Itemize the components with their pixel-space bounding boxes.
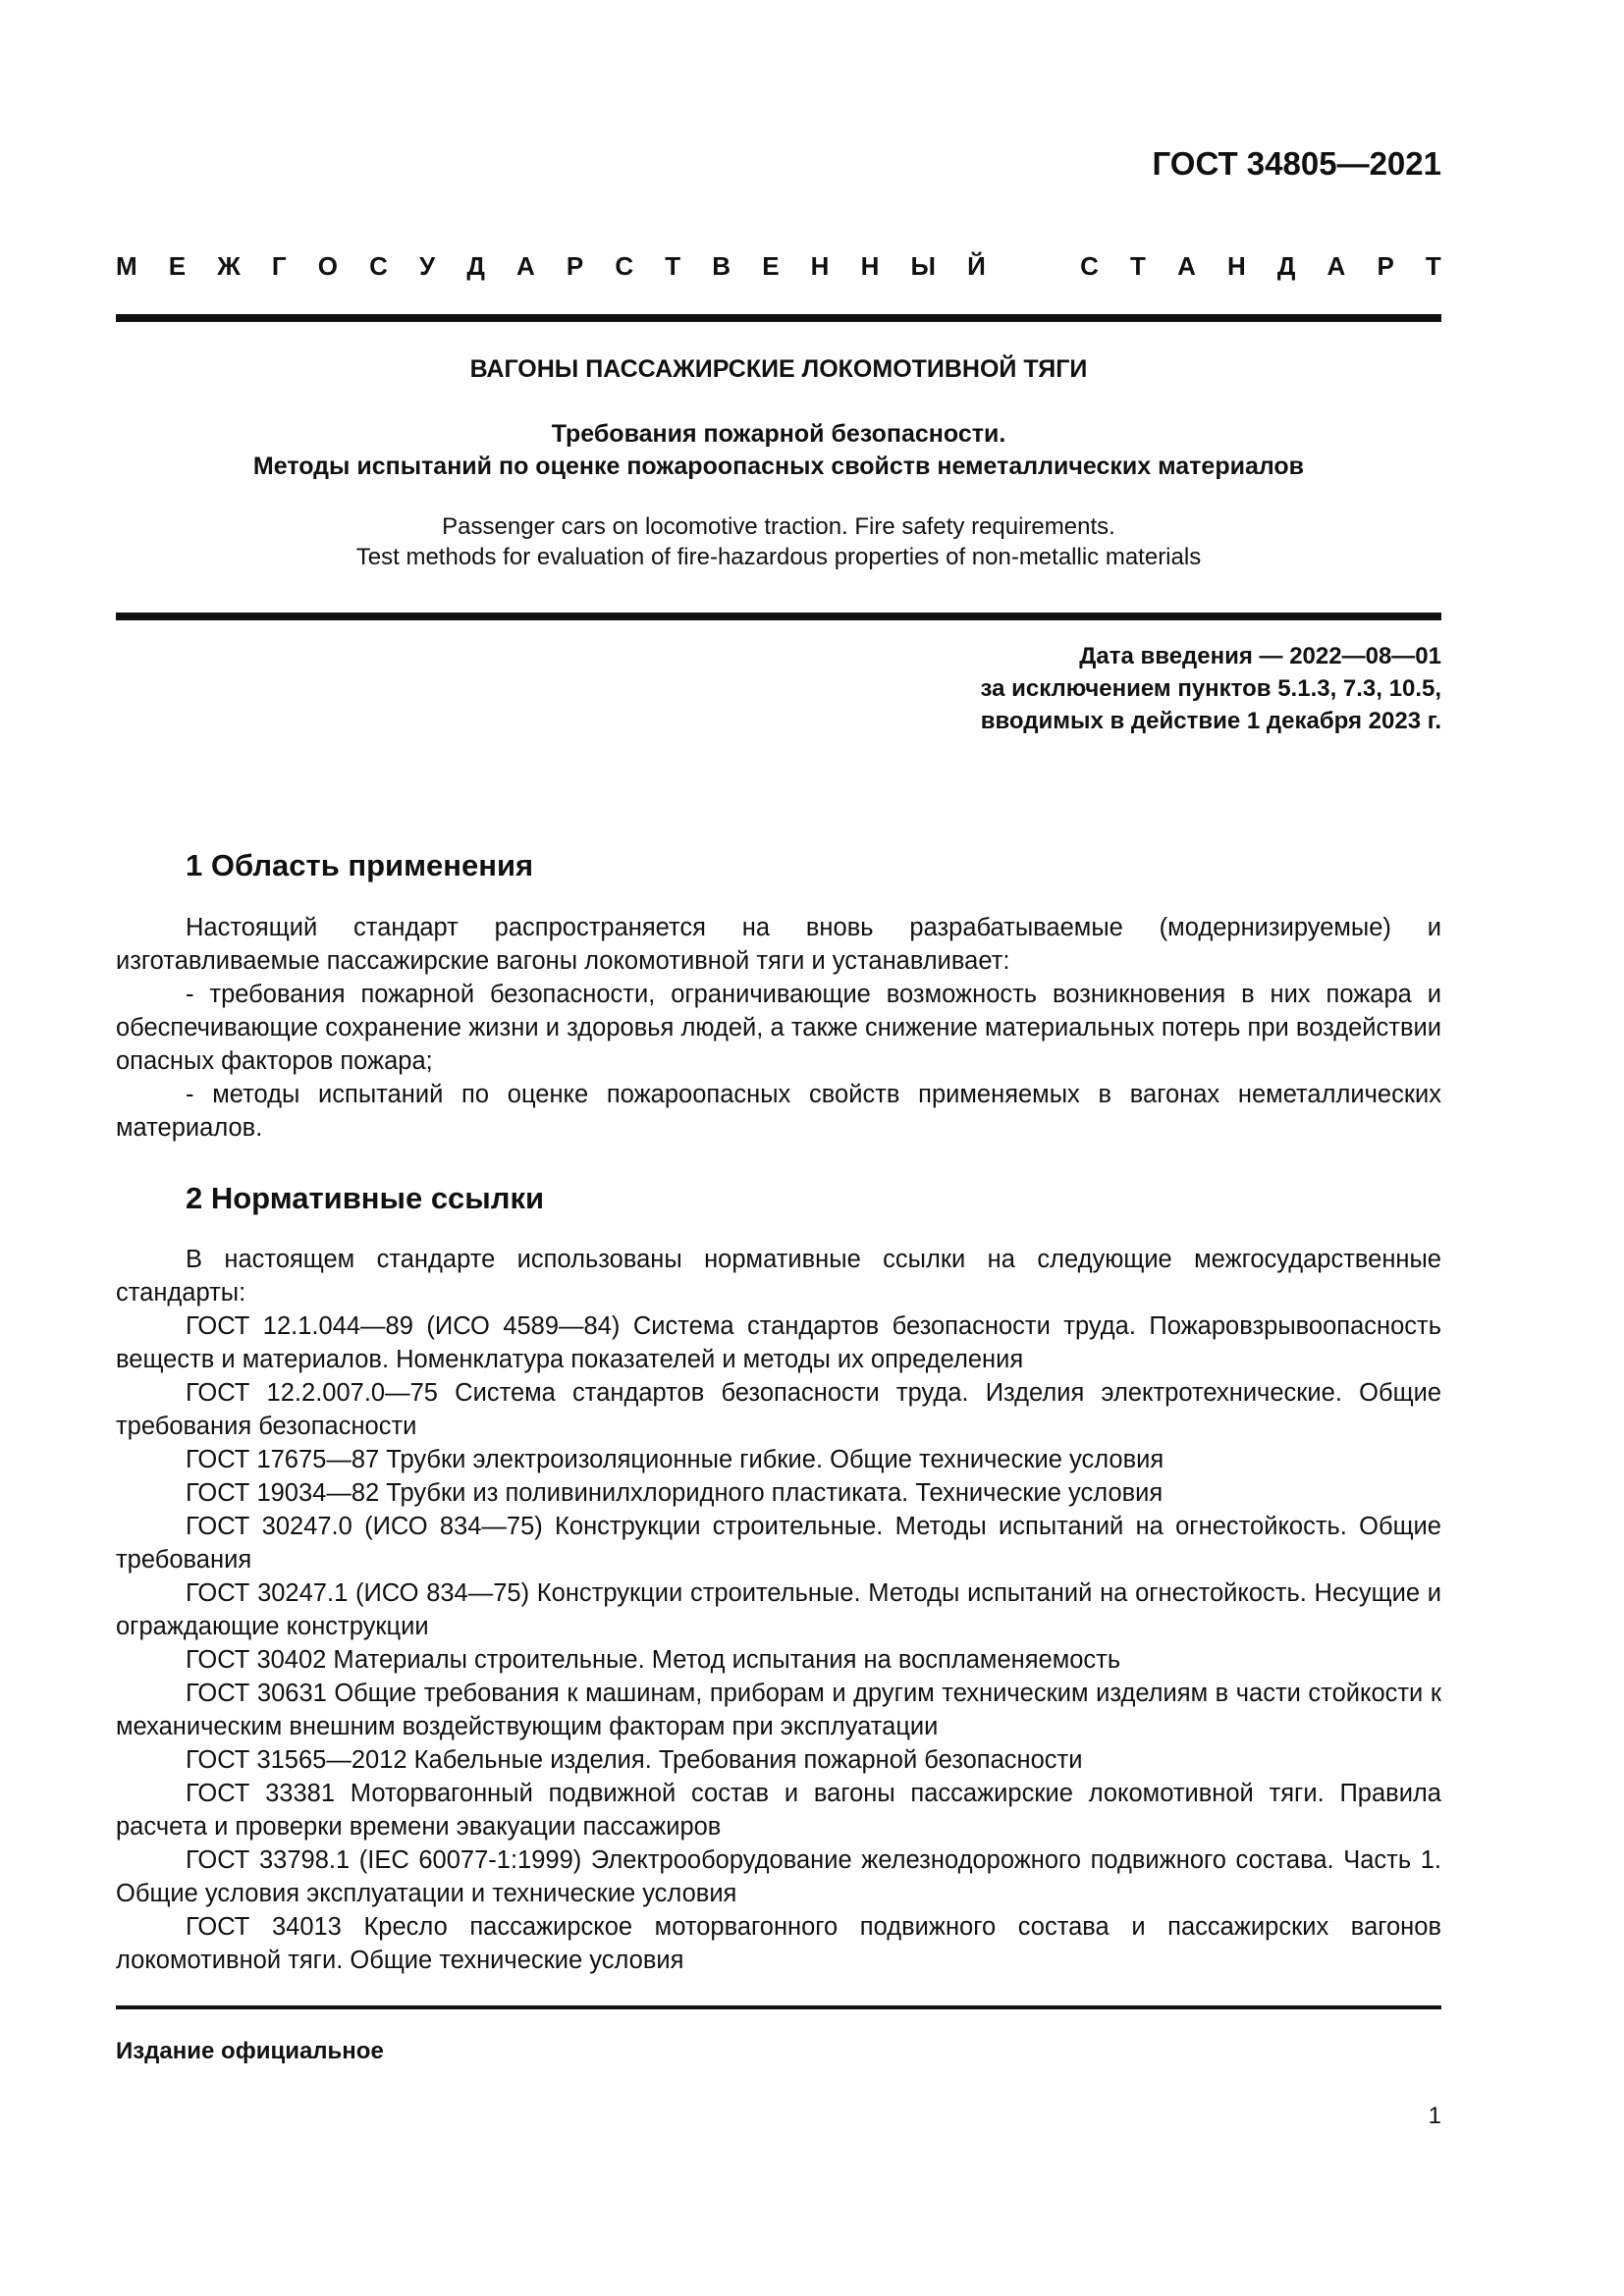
reference-item: ГОСТ 12.1.044—89 (ИСО 4589—84) Система стандартов безопасности труда. Пожаровзрывоопасность веществ и материалов. Номенклатура показателей и методы их определения [116,1312,1441,1373]
banner-letter: С [369,251,388,281]
header-divider [116,314,1441,322]
english-title-line-1: Passenger cars on locomotive traction. Fire safety requirements. [442,513,1115,540]
section-2-body [116,1243,1441,1977]
banner-letter: Т [1425,251,1441,281]
banner-letter: С [1080,251,1099,281]
paragraph: Настоящий стандарт распространяется на вновь разрабатываемые (модернизируемые) и изготавливаемые пассажирские вагоны локомотивной тяги и устанавливает: [116,914,1441,975]
banner-letter: В [712,251,731,281]
footer-divider [116,2005,1441,2009]
paragraph: В настоящем стандарте использованы нормативные ссылки на следующие межгосударственные стандарты: [116,1246,1441,1307]
banner-letter: Е [168,251,187,281]
section-1-heading: 1 Область применения [186,848,534,882]
reference-item: ГОСТ 33798.1 (IEC 60077-1:1999) Электрооборудование железнодорожного подвижного состава. Часть 1. Общие условия эксплуатации и технические условия [116,1846,1441,1907]
banner-letter: Е [762,251,780,281]
banner-letter: Р [1377,251,1394,281]
document-subtitle-line-1: Требования пожарной безопасности. [551,420,1006,448]
banner-letter: Н [810,251,830,281]
banner-letter: Ы [910,251,936,281]
banner-letter: У [419,251,436,281]
document-number: ГОСТ 34805—2021 [1152,145,1441,182]
banner-letter: А [516,251,535,281]
page-number: 1 [1428,2103,1441,2129]
banner-letter: Н [1226,251,1246,281]
official-edition-label: Издание официальное [116,2038,384,2064]
interstate-standard-banner [116,251,1441,282]
reference-item: ГОСТ 19034—82 Трубки из поливинилхлоридного пластиката. Технические условия [186,1479,1164,1507]
banner-letter: Н [860,251,880,281]
document-subtitle-line-2: Методы испытаний по оценке пожароопасных свойств неметаллических материалов [252,453,1305,480]
reference-item: ГОСТ 30402 Материалы строительные. Метод испытания на воспламеняемость [186,1646,1121,1674]
reference-item: ГОСТ 30247.1 (ИСО 834—75) Конструкции строительные. Методы испытаний на огнестойкость. Несущие и ограждающие конструкции [116,1579,1441,1640]
banner-letter: Д [466,251,485,281]
banner-letter: Г [271,251,287,281]
list-item: - методы испытаний по оценке пожароопасных свойств применяемых в вагонах неметаллических материалов. [116,1081,1441,1142]
title-divider [116,613,1441,620]
banner-letter: О [317,251,338,281]
banner-letter: А [1177,251,1196,281]
section-2-heading: 2 Нормативные ссылки [186,1181,545,1215]
banner-letter: М [116,251,137,281]
reference-item: ГОСТ 33381 Моторвагонный подвижной состав и вагоны пассажирские локомотивной тяги. Правила расчета и проверки времени эвакуации пассажиров [116,1780,1441,1841]
banner-letter: Т [665,251,681,281]
document-title: ВАГОНЫ ПАССАЖИРСКИЕ ЛОКОМОТИВНОЙ ТЯГИ [469,355,1088,383]
banner-letter: Й [967,251,986,281]
banner-letter: Ж [217,251,241,281]
introduction-exceptions-date: вводимых в действие 1 декабря 2023 г. [980,708,1441,734]
reference-item: ГОСТ 17675—87 Трубки электроизоляционные гибкие. Общие технические условия [186,1446,1164,1473]
reference-item: ГОСТ 30247.0 (ИСО 834—75) Конструкции строительные. Методы испытаний на огнестойкость. Общие требования [116,1513,1441,1574]
reference-item: ГОСТ 31565—2012 Кабельные изделия. Требования пожарной безопасности [186,1746,1083,1774]
banner-letter: С [615,251,634,281]
section-1-body [116,911,1441,1145]
list-item: - требования пожарной безопасности, ограничивающие возможность возникновения в них пожара и обеспечивающие сохранение жизни и здоровья людей, а также снижение материальных потерь при воздействии опасных факторов пожара; [116,981,1441,1075]
reference-item: ГОСТ 12.2.007.0—75 Система стандартов безопасности труда. Изделия электротехнические. Общие требования безопасности [116,1379,1441,1440]
introduction-date-block [980,640,1441,737]
reference-item: ГОСТ 30631 Общие требования к машинам, приборам и другим техническим изделиям в части стойкости к механическим внешним воздействующим факторам при эксплуатации [116,1680,1441,1740]
english-title-line-2: Test methods for evaluation of fire-hazardous properties of non-metallic materials [355,544,1202,570]
banner-letter: Р [566,251,584,281]
introduction-date: Дата введения — 2022—08—01 [1079,643,1441,669]
introduction-exceptions: за исключением пунктов 5.1.3, 7.3, 10.5, [980,675,1441,702]
reference-item: ГОСТ 34013 Кресло пассажирское моторвагонного подвижного состава и пассажирских вагонов локомотивной тяги. Общие технические условия [116,1913,1441,1974]
banner-letter: А [1326,251,1346,281]
banner-letter: Т [1130,251,1146,281]
banner-letter: Д [1276,251,1296,281]
